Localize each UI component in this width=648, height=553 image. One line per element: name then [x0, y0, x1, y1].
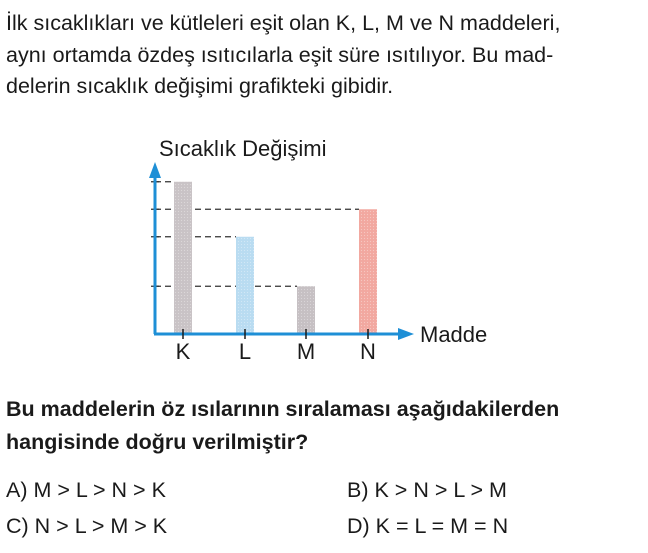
x-tick-label-m: M [296, 339, 316, 364]
option-c[interactable]: C) N > L > M > K [6, 514, 168, 538]
y-axis-label: Sıcaklık Değişimi [159, 136, 327, 161]
x-axis-label: Madde [420, 322, 488, 347]
option-a[interactable]: A) M > L > N > K [6, 478, 166, 502]
intro-line: delerin sıcaklık değişimi grafikteki gibidir. [6, 74, 394, 98]
bar-texture-m [297, 286, 315, 333]
x-tick-label-k: K [175, 339, 191, 364]
intro-line: İlk sıcaklıkları ve kütleleri eşit olan K, L, M ve N maddeleri, [6, 11, 561, 35]
prompt-line: Bu maddelerin öz ısılarının sıralaması aşağıdakilerden [6, 397, 560, 421]
bar-texture-l [236, 237, 254, 333]
option-b[interactable]: B) K > N > L > M [347, 478, 507, 502]
prompt-line: hangisinde doğru verilmiştir? [6, 430, 309, 454]
x-tick-label-l: L [238, 339, 252, 364]
y-axis-arrow-icon [149, 162, 161, 178]
intro-line: aynı ortamda özdeş ısıtıcılarla eşit süre ısıtılıyor. Bu mad- [6, 42, 554, 67]
bars [174, 182, 377, 333]
x-tick-label-n: N [360, 339, 376, 364]
bar-texture-k [174, 182, 192, 333]
bar-texture-n [359, 209, 377, 333]
x-axis-arrow-icon [398, 328, 414, 340]
option-d[interactable]: D) K = L = M = N [347, 514, 509, 538]
question-prompt [6, 393, 646, 459]
